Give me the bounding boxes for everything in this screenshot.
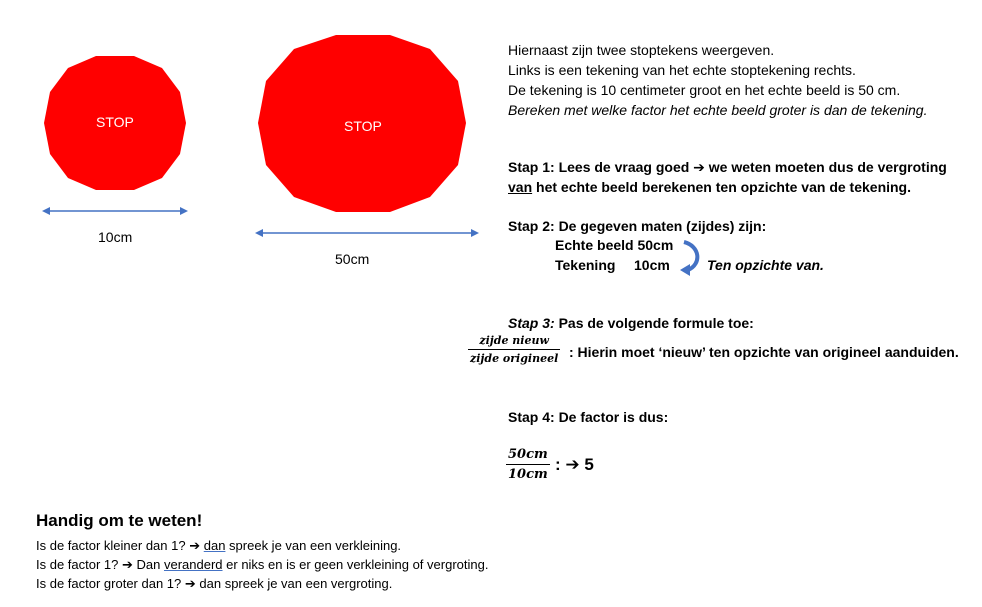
factor-numerator: 50cm: [506, 446, 550, 465]
formula-numerator: zijde nieuw: [468, 333, 560, 350]
stap-4-title: Stap 4: De factor is dus:: [508, 409, 669, 425]
factor-denominator: 10cm: [508, 467, 548, 482]
formula-fraction: [468, 333, 560, 366]
handig-text: spreek je van een verkleining.: [225, 538, 402, 553]
handig-text: Is de factor 1?: [36, 557, 122, 572]
stap-4-formula: [506, 446, 550, 483]
handig-list: [36, 536, 488, 593]
stap-3-formula: [468, 333, 560, 366]
handig-line-1: [36, 536, 488, 555]
factor-fraction: [506, 446, 550, 483]
small-dimension-arrow: [42, 205, 188, 217]
handig-link-veranderd: veranderd: [163, 557, 223, 572]
arrow-icon: ➔: [122, 557, 133, 572]
handig-text: Is de factor groter dan 1?: [36, 576, 185, 591]
stap-1: [508, 157, 947, 197]
arrow-icon: ➔: [693, 159, 705, 175]
handig-title: Handig om te weten!: [36, 511, 203, 530]
handig-link-dan: dan: [203, 538, 226, 553]
handig-line-3: [36, 574, 488, 593]
small-stop-label: STOP: [96, 114, 134, 130]
stap-1-text-3: het echte beeld berekenen ten opzichte van de tekening.: [532, 179, 911, 195]
stap-1-text-2: we weten moeten dus de vergroting: [704, 159, 947, 175]
intro-paragraph: [508, 40, 927, 120]
large-stop-label: STOP: [344, 118, 382, 134]
large-dimension-label: 50cm: [335, 251, 370, 267]
arrow-icon: ➔: [189, 538, 201, 553]
intro-question: Bereken met welke factor het echte beeld groter is dan de tekening.: [508, 102, 928, 118]
stap-1-line-1: [508, 157, 947, 177]
stap-1-text: Stap 1: Lees de vraag goed: [508, 159, 694, 175]
handig-text: dan spreek je van een vergroting.: [195, 576, 393, 591]
stap-1-van: van: [508, 179, 533, 195]
stap-2-title: Stap 2: De gegeven maten (zijdes) zijn:: [508, 218, 767, 234]
handig-text: Is de factor kleiner dan 1?: [36, 538, 190, 553]
stap-2-tekening-value: 10cm: [634, 257, 670, 273]
stap-2-echte: Echte beeld 50cm: [555, 237, 674, 253]
stap-3-title: [508, 313, 754, 333]
intro-line-3: De tekening is 10 centimeter groot en het echte beeld is 50 cm.: [508, 82, 901, 98]
formula-denominator: zijde origineel: [470, 352, 559, 365]
stap-2-tekening-label: Tekening: [555, 257, 616, 273]
curved-arrow-icon: [678, 238, 704, 278]
stap-3-explanation: : Hierin moet ‘nieuw’ ten opzichte van origineel aanduiden.: [569, 344, 959, 360]
intro-line-1: Hiernaast zijn twee stoptekens weergeven.: [508, 42, 775, 58]
handig-text: Dan: [132, 557, 164, 572]
arrow-icon: ➔: [184, 576, 196, 591]
stap-2-opzichte: Ten opzichte van.: [707, 257, 824, 273]
small-dimension-label: 10cm: [98, 229, 133, 245]
handig-text: er niks en is er geen verkleining of vergroting.: [222, 557, 489, 572]
stap-1-line-2: [508, 177, 947, 197]
large-dimension-arrow: [255, 227, 479, 239]
factor-result: : ➔ 5: [555, 455, 594, 474]
intro-line-2: Links is een tekening van het echte stoptekening rechts.: [508, 62, 856, 78]
stap-3-label: Stap 3:: [508, 315, 555, 331]
stap-3-text: Pas de volgende formule toe:: [554, 315, 754, 331]
handig-line-2: [36, 555, 488, 574]
